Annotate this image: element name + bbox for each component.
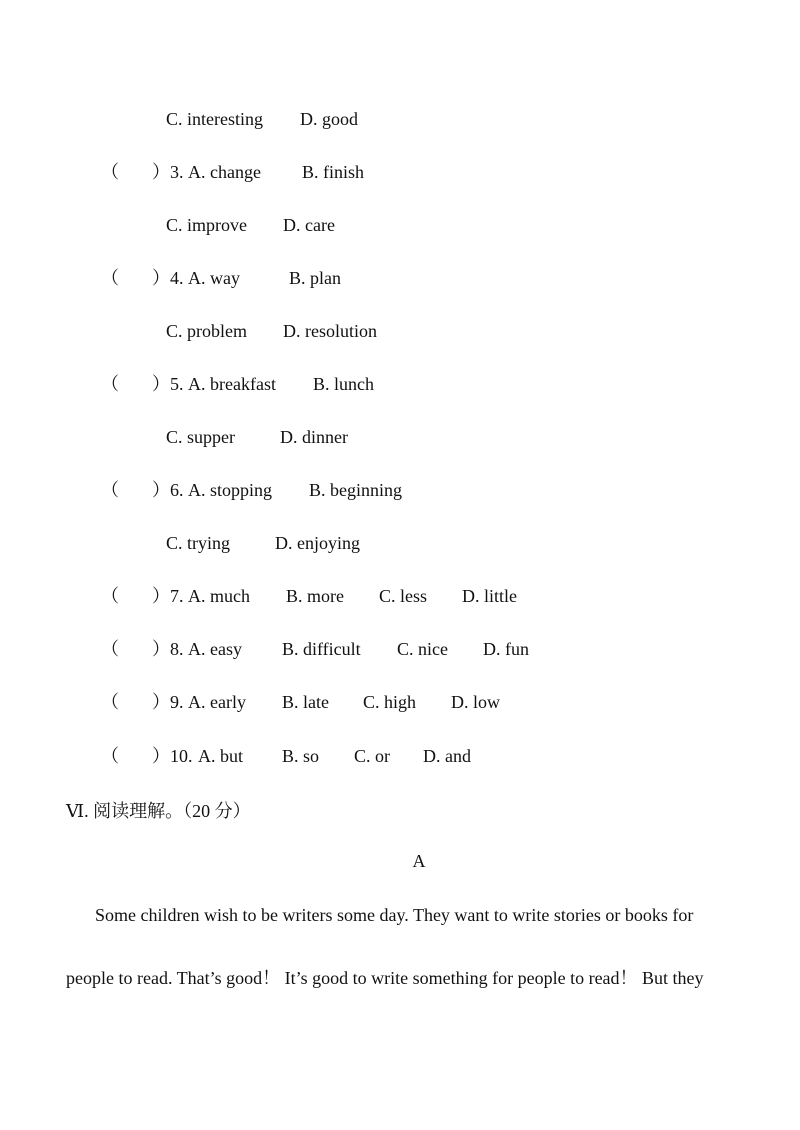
option-c: C. problem — [166, 321, 247, 341]
passage-line-1: Some children wish to be writers some day. They want to write stories or books for — [95, 905, 694, 925]
option-b: B. difficult — [282, 639, 361, 659]
option-b: B. finish — [302, 162, 365, 182]
option-b: B. more — [286, 586, 344, 606]
option-a: A. way — [188, 268, 240, 288]
option-c: C. less — [379, 586, 428, 606]
option-b: B. plan — [289, 268, 341, 288]
answer-blank-close: ） — [152, 692, 170, 712]
question-number: 5. — [170, 374, 184, 394]
answer-blank-open[interactable]: （ — [101, 639, 119, 659]
question-number: 8. — [170, 639, 184, 659]
answer-blank-close: ） — [152, 639, 170, 659]
option-c: C. supper — [166, 427, 235, 447]
passage-line-2: people to read. That’s good！ It’s good to write something for people to read！ But they — [66, 968, 704, 988]
option-b: B. so — [282, 746, 320, 766]
option-b: B. late — [282, 692, 329, 712]
option-a: A. early — [188, 692, 246, 712]
answer-blank-open[interactable]: （ — [101, 586, 119, 606]
option-c: C. nice — [397, 639, 448, 659]
question-number: 10. — [170, 746, 193, 766]
answer-blank-close: ） — [152, 374, 170, 394]
option-a: A. easy — [188, 639, 242, 659]
option-d: D. resolution — [283, 321, 377, 341]
option-d: D. little — [462, 586, 517, 606]
option-a: A. but — [198, 746, 243, 766]
question-number: 9. — [170, 692, 184, 712]
option-b: B. beginning — [309, 480, 402, 500]
question-number: 6. — [170, 480, 184, 500]
answer-blank-close: ） — [152, 268, 170, 288]
option-d: D. and — [423, 746, 471, 766]
option-a: A. much — [188, 586, 250, 606]
option-a: A. change — [188, 162, 261, 182]
option-a: A. breakfast — [188, 374, 276, 394]
answer-blank-open[interactable]: （ — [101, 746, 119, 766]
question-number: 7. — [170, 586, 184, 606]
option-c: C. interesting — [166, 109, 263, 129]
passage-label: A — [412, 851, 426, 871]
question-number: 3. — [170, 162, 184, 182]
option-d: D. good — [300, 109, 358, 129]
option-c: C. improve — [166, 215, 247, 235]
answer-blank-close: ） — [152, 586, 170, 606]
option-d: D. enjoying — [275, 533, 360, 553]
option-c: C. trying — [166, 533, 231, 553]
answer-blank-close: ） — [152, 746, 170, 766]
answer-blank-close: ） — [152, 162, 170, 182]
option-c: C. or — [354, 746, 390, 766]
option-d: D. dinner — [280, 427, 348, 447]
option-d: D. fun — [483, 639, 529, 659]
answer-blank-open[interactable]: （ — [101, 268, 119, 288]
option-c: C. high — [363, 692, 417, 712]
option-d: D. care — [283, 215, 335, 235]
answer-blank-open[interactable]: （ — [101, 692, 119, 712]
option-b: B. lunch — [313, 374, 374, 394]
option-a: A. stopping — [188, 480, 273, 500]
question-number: 4. — [170, 268, 184, 288]
answer-blank-open[interactable]: （ — [101, 374, 119, 394]
answer-blank-open[interactable]: （ — [101, 480, 119, 500]
answer-blank-close: ） — [152, 480, 170, 500]
option-d: D. low — [451, 692, 500, 712]
answer-blank-open[interactable]: （ — [101, 162, 119, 182]
section-heading: Ⅵ. 阅读理解。（20 分） — [66, 801, 251, 821]
